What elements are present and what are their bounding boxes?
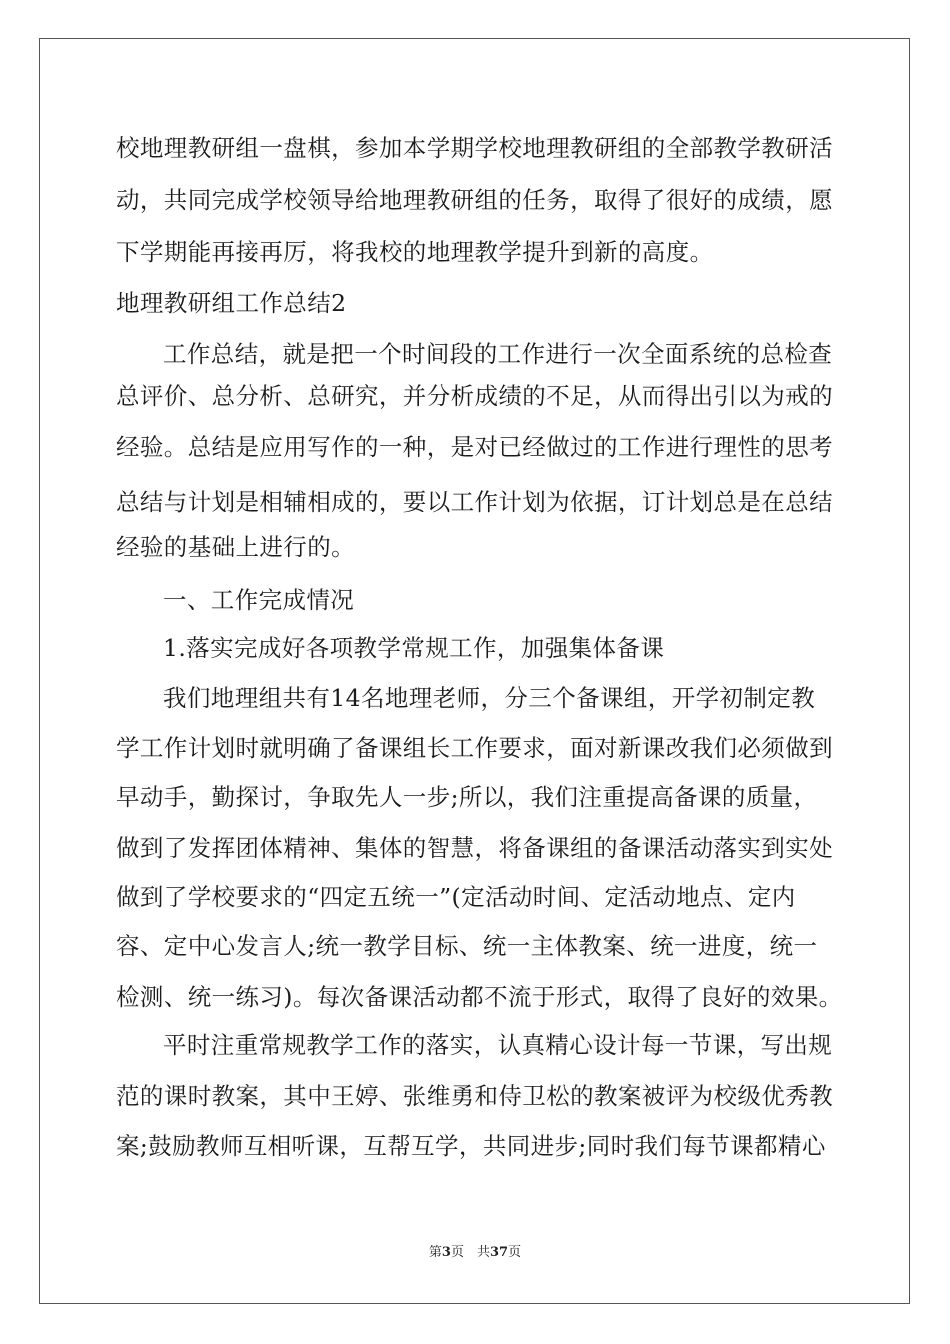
page-mid-text: 页 共: [450, 1245, 490, 1260]
paragraph-line: 动，共同完成学校领导给地理教研组的任务，取得了很好的成绩，愿: [116, 186, 833, 214]
paragraph-line: 总结与计划是相辅相成的，要以工作计划为依据，订计划总是在总结: [116, 488, 833, 516]
paragraph-line: 下学期能再接再厉，将我校的地理教学提升到新的高度。: [116, 238, 714, 266]
paragraph-line: 我们地理组共有14名地理老师，分三个备课组，开学初制定教: [163, 684, 816, 712]
page-border: [39, 38, 910, 1304]
paragraph-line: 平时注重常规教学工作的落实，认真精心设计每一节课，写出规: [163, 1031, 833, 1059]
subheading: 1.落实完成好各项教学常规工作，加强集体备课: [163, 634, 665, 662]
paragraph-line: 总评价、总分析、总研究，并分析成绩的不足，从而得出引以为戒的: [116, 382, 833, 410]
paragraph-line: 做到了学校要求的“四定五统一”(定活动时间、定活动地点、定内: [116, 883, 796, 911]
page-suffix: 页: [508, 1245, 522, 1260]
paragraph-line: 工作总结，就是把一个时间段的工作进行一次全面系统的总检查: [163, 340, 833, 368]
paragraph-line: 早动手，勤探讨，争取先人一步;所以，我们注重提高备课的质量，: [116, 783, 818, 811]
current-page-number: 3: [441, 1245, 451, 1260]
paragraph-line: 校地理教研组一盘棋，参加本学期学校地理教研组的全部教学教研活: [116, 134, 833, 162]
section-heading: 地理教研组工作总结2: [116, 289, 347, 317]
subheading: 一、工作完成情况: [163, 586, 355, 614]
page-prefix: 第: [428, 1245, 442, 1260]
paragraph-line: 经验。总结是应用写作的一种，是对已经做过的工作进行理性的思考: [116, 433, 833, 461]
paragraph-line: 做到了发挥团体精神、集体的智慧，将备课组的备课活动落实到实处: [116, 834, 833, 862]
paragraph-line: 案;鼓励教师互相听课，互帮互学，共同进步;同时我们每节课都精心: [116, 1132, 826, 1160]
page-number-footer: [0, 1244, 950, 1262]
paragraph-line: 范的课时教案，其中王婷、张维勇和侍卫松的教案被评为校级优秀教: [116, 1082, 833, 1110]
paragraph-line: 经验的基础上进行的。: [116, 533, 355, 561]
paragraph-line: 学工作计划时就明确了备课组长工作要求，面对新课改我们必须做到: [116, 734, 833, 762]
paragraph-line: 容、定中心发言人;统一教学目标、统一主体教案、统一进度，统一: [116, 932, 818, 960]
total-page-number: 37: [489, 1245, 509, 1260]
paragraph-line: 检测、统一练习)。每次备课活动都不流于形式，取得了良好的效果。: [116, 983, 843, 1011]
